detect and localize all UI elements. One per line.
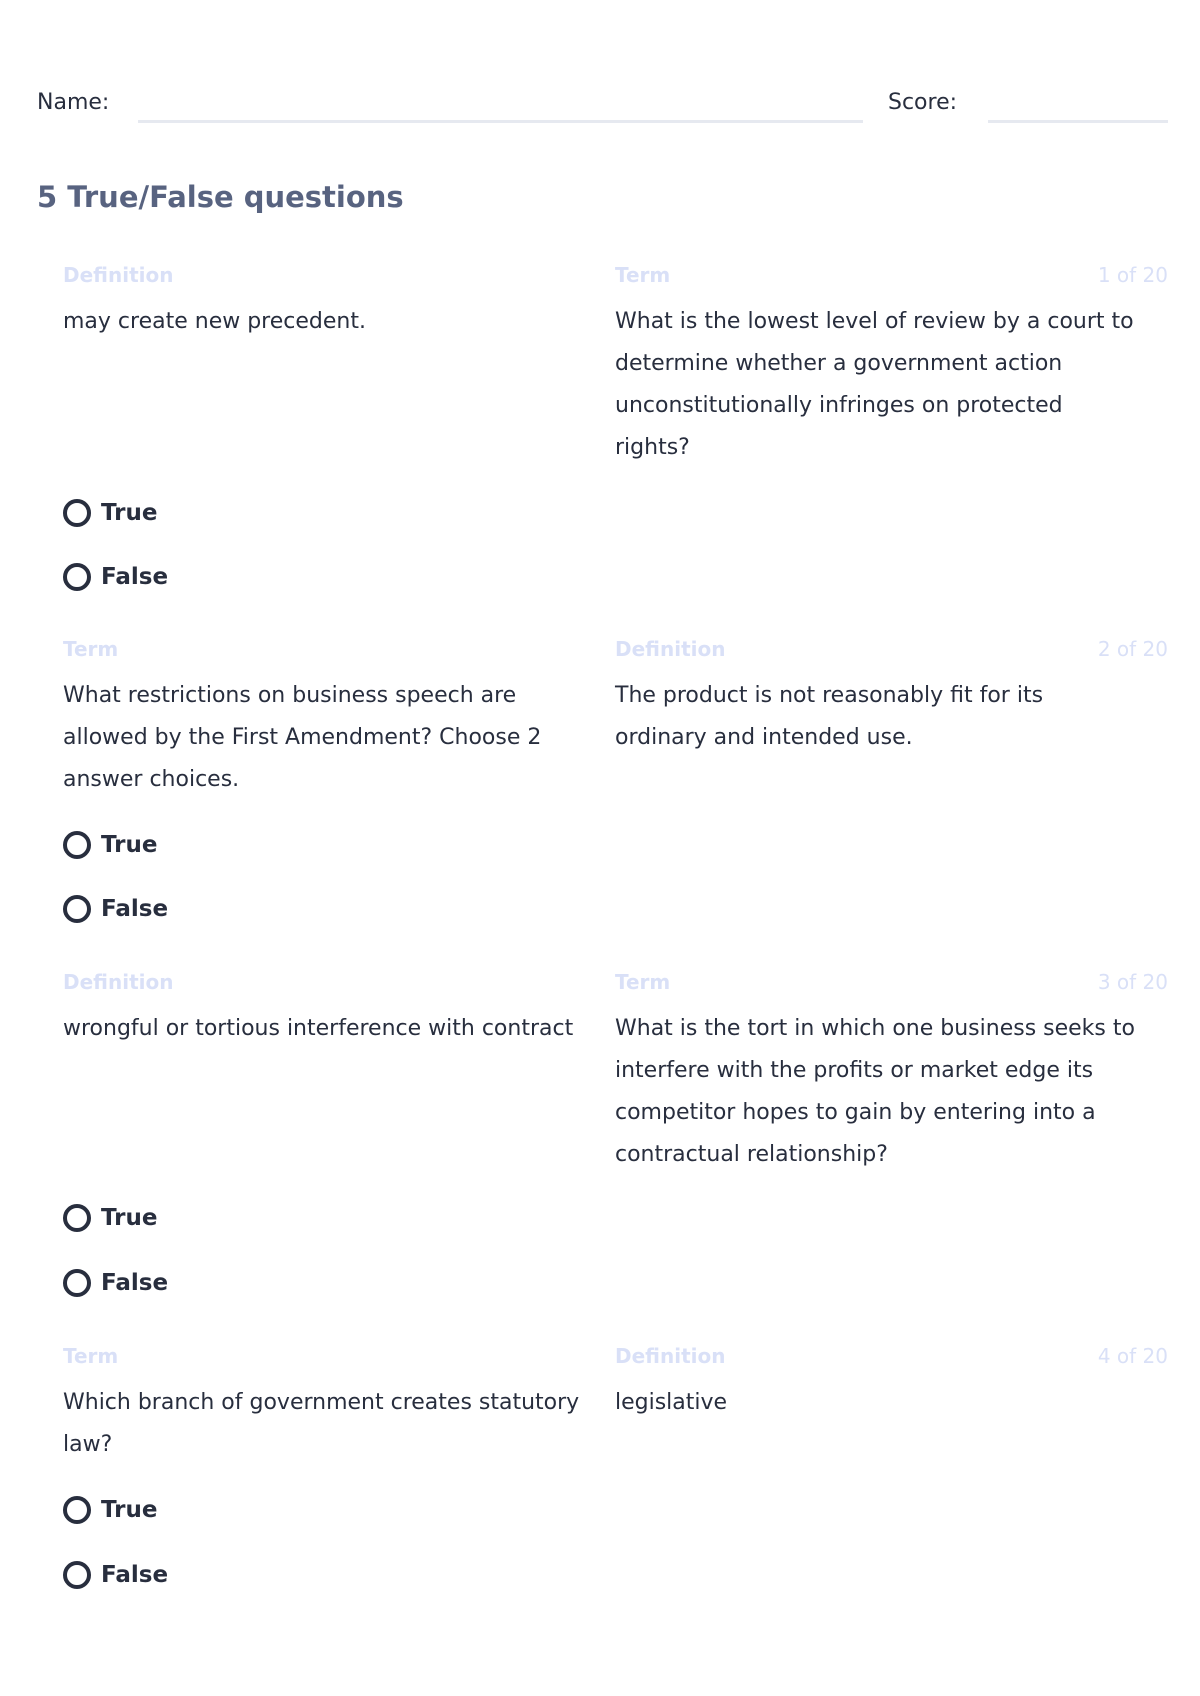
score-label: Score: bbox=[888, 90, 958, 115]
right-column-label: Definition bbox=[615, 1344, 726, 1368]
radio-circle-icon[interactable] bbox=[63, 1496, 91, 1524]
name-label: Name: bbox=[37, 90, 110, 115]
option-label: False bbox=[101, 896, 169, 922]
radio-circle-icon[interactable] bbox=[63, 1561, 91, 1589]
option-true[interactable] bbox=[63, 1495, 157, 1525]
question-1 bbox=[63, 263, 1168, 593]
name-field-line bbox=[138, 120, 863, 123]
left-column-text: may create new precedent. bbox=[63, 309, 366, 334]
radio-circle-icon[interactable] bbox=[63, 831, 91, 859]
option-label: True bbox=[101, 832, 158, 858]
right-column-label: Term bbox=[615, 970, 671, 994]
option-false[interactable] bbox=[63, 1560, 168, 1590]
radio-circle-icon[interactable] bbox=[63, 1269, 91, 1297]
right-column-text: legislative bbox=[615, 1390, 728, 1415]
right-column-text: The product is not reasonably fit for its ordinary and intended use. bbox=[615, 683, 1044, 750]
option-label: False bbox=[101, 564, 169, 590]
question-counter: 3 of 20 bbox=[1097, 970, 1168, 994]
option-label: True bbox=[101, 1205, 158, 1231]
option-true[interactable] bbox=[63, 1203, 157, 1233]
question-3 bbox=[63, 970, 1168, 1300]
right-column-label: Definition bbox=[615, 637, 726, 661]
option-false[interactable] bbox=[63, 1268, 168, 1298]
question-counter: 1 of 20 bbox=[1097, 263, 1168, 287]
radio-circle-icon[interactable] bbox=[63, 895, 91, 923]
left-column-label: Term bbox=[63, 1344, 119, 1368]
left-column-text: Which branch of government creates statutory law? bbox=[63, 1390, 580, 1457]
option-label: True bbox=[101, 1497, 158, 1523]
radio-circle-icon[interactable] bbox=[63, 563, 91, 591]
right-column-label: Term bbox=[615, 263, 671, 287]
option-false[interactable] bbox=[63, 562, 168, 592]
header-row bbox=[37, 88, 1167, 128]
option-true[interactable] bbox=[63, 498, 157, 528]
option-label: True bbox=[101, 500, 158, 526]
section-title: 5 True/False questions bbox=[37, 180, 404, 214]
option-false[interactable] bbox=[63, 894, 168, 924]
right-column-text: What is the lowest level of review by a court to determine whether a government action unconstitutionally infringes on protected rights? bbox=[615, 309, 1134, 460]
left-column-label: Definition bbox=[63, 970, 174, 994]
question-4 bbox=[63, 1344, 1168, 1604]
score-field-line bbox=[988, 120, 1168, 123]
option-label: False bbox=[101, 1562, 169, 1588]
question-counter: 4 of 20 bbox=[1097, 1344, 1168, 1368]
radio-circle-icon[interactable] bbox=[63, 499, 91, 527]
question-counter: 2 of 20 bbox=[1097, 637, 1168, 661]
left-column-text: What restrictions on business speech are allowed by the First Amendment? Choose 2 answer choices. bbox=[63, 683, 542, 792]
left-column-label: Definition bbox=[63, 263, 174, 287]
option-label: False bbox=[101, 1270, 169, 1296]
question-2 bbox=[63, 637, 1168, 937]
radio-circle-icon[interactable] bbox=[63, 1204, 91, 1232]
left-column-label: Term bbox=[63, 637, 119, 661]
right-column-text: What is the tort in which one business seeks to interfere with the profits or market edge its competitor hopes to gain by entering into a contractual relationship? bbox=[615, 1016, 1135, 1167]
left-column-text: wrongful or tortious interference with contract bbox=[63, 1016, 574, 1041]
option-true[interactable] bbox=[63, 830, 157, 860]
